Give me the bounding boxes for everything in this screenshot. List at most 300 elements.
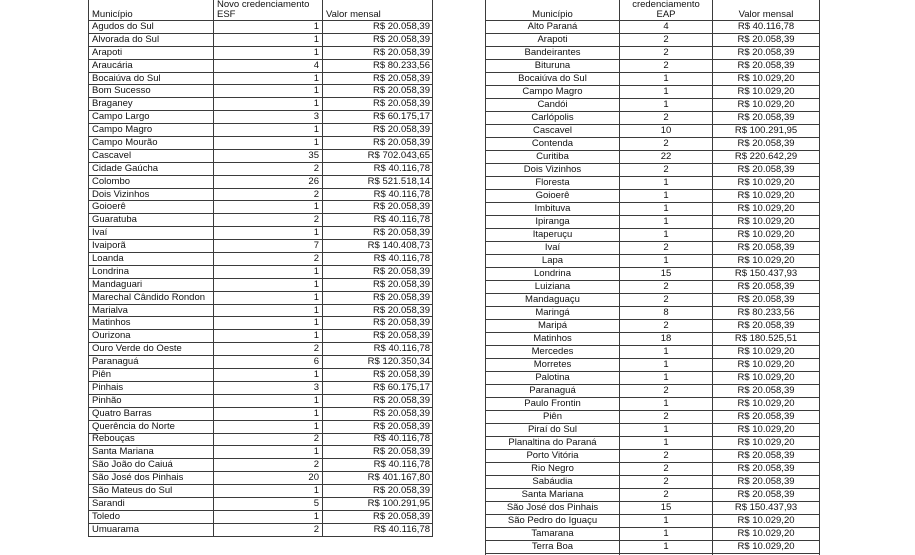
cell: R$ 20.058,39 [323,304,433,317]
cell: 1 [214,98,323,111]
table-row [89,59,433,72]
cell: R$ 20.058,39 [713,34,820,47]
table-row [89,201,433,214]
table-row [89,381,433,394]
cell: 1 [214,330,323,343]
cell: R$ 20.058,39 [323,446,433,459]
table-row [89,175,433,188]
esf-table-body [89,21,433,537]
cell: Arapoti [486,34,620,47]
cell: 1 [214,72,323,85]
table-row [89,46,433,59]
cell: Cidade Gaúcha [89,162,214,175]
cell: R$ 20.058,39 [323,98,433,111]
header-line-2: ESF [217,8,236,20]
cell: 2 [214,162,323,175]
cell: R$ 20.058,39 [323,124,433,137]
cell: R$ 20.058,39 [323,291,433,304]
cell: R$ 20.058,39 [323,369,433,382]
cell: Bom Sucesso [89,85,214,98]
cell: 2 [214,214,323,227]
cell: 1 [214,265,323,278]
table-row [89,433,433,446]
cell: R$ 20.058,39 [323,420,433,433]
cell: R$ 20.058,39 [323,317,433,330]
table-row [89,317,433,330]
cell: R$ 10.029,20 [713,424,820,437]
cell: Pinhais [89,381,214,394]
cell: Mandaguaçu [486,294,620,307]
cell: Guaratuba [89,214,214,227]
cell: 20 [214,472,323,485]
cell: Bituruna [486,60,620,73]
cell: R$ 20.058,39 [323,407,433,420]
cell: 2 [620,450,713,463]
cell: Bocaiúva do Sul [486,73,620,86]
cell: R$ 20.058,39 [323,485,433,498]
table-row [486,385,820,398]
cell: Umuarama [89,523,214,536]
table-row [89,369,433,382]
cell: R$ 20.058,39 [713,47,820,60]
table-row [486,47,820,60]
cell: R$ 10.029,20 [713,541,820,554]
cell: 1 [214,21,323,34]
cell: R$ 20.058,39 [713,450,820,463]
cell: Colombo [89,175,214,188]
cell: Tamarana [486,528,620,541]
table-row [486,463,820,476]
table-row [486,125,820,138]
cell: R$ 20.058,39 [323,330,433,343]
cell: 2 [620,47,713,60]
cell: 1 [620,528,713,541]
table-row [89,214,433,227]
cell: 1 [214,291,323,304]
cell: R$ 20.058,39 [323,21,433,34]
cell: Alvorada do Sul [89,33,214,46]
cell: Loanda [89,253,214,266]
cell: R$ 100.291,95 [323,497,433,510]
cell: Agudos do Sul [89,21,214,34]
cell: 1 [214,33,323,46]
cell: 1 [214,46,323,59]
cell: Araucária [89,59,214,72]
cell: Londrina [89,265,214,278]
cell: Matinhos [486,333,620,346]
cell: Floresta [486,177,620,190]
table-row [89,459,433,472]
cell: 6 [214,356,323,369]
cell: 1 [214,407,323,420]
cell: Goioerê [89,201,214,214]
cell: R$ 140.408,73 [323,240,433,253]
table-row [486,86,820,99]
header-line-1: credenciamento [632,0,700,10]
table-row [486,21,820,34]
cell: R$ 10.029,20 [713,255,820,268]
table-row [486,73,820,86]
table-row [486,99,820,112]
table-row [89,523,433,536]
cell: 1 [214,227,323,240]
cell: R$ 20.058,39 [713,60,820,73]
table-row [486,190,820,203]
cell: Pinhão [89,394,214,407]
table-row [89,278,433,291]
cell: 2 [620,385,713,398]
cell: R$ 40.116,78 [323,253,433,266]
cell: Candói [486,99,620,112]
table-row [486,216,820,229]
table-row [89,137,433,150]
cell: R$ 60.175,17 [323,381,433,394]
cell: R$ 10.029,20 [713,359,820,372]
cell: R$ 40.116,78 [323,433,433,446]
cell: Marechal Cândido Rondon [89,291,214,304]
cell: 2 [214,188,323,201]
cell: Itaperuçu [486,229,620,242]
cell: R$ 10.029,20 [713,346,820,359]
cell: 1 [214,510,323,523]
cell: Maringá [486,307,620,320]
cell: Bocaiúva do Sul [89,72,214,85]
cell: Paranaguá [89,356,214,369]
cell: Querência do Norte [89,420,214,433]
cell: Rebouças [89,433,214,446]
cell: R$ 10.029,20 [713,515,820,528]
cell: 1 [620,437,713,450]
cell: Campo Mourão [89,137,214,150]
table-row [486,541,820,554]
cell: R$ 20.058,39 [713,294,820,307]
table-row [89,304,433,317]
header-line-2: EAP [656,8,676,20]
cell: 7 [214,240,323,253]
cell: R$ 10.029,20 [713,229,820,242]
cell: R$ 10.029,20 [713,216,820,229]
cell: Carlópolis [486,112,620,125]
col-header-valor-mensal: Valor mensal [323,0,433,21]
cell: R$ 120.350,34 [323,356,433,369]
col-header-credenciamento-eap [620,0,713,21]
cell: R$ 60.175,17 [323,111,433,124]
cell: 1 [214,317,323,330]
cell: 1 [214,85,323,98]
table-row [486,203,820,216]
cell: Goioerê [486,190,620,203]
cell: 3 [214,381,323,394]
cell: Cascavel [486,125,620,138]
cell: 2 [620,34,713,47]
cell: R$ 220.642,29 [713,151,820,164]
cell: 1 [620,372,713,385]
cell: R$ 401.167,80 [323,472,433,485]
cell: Planaltina do Paraná [486,437,620,450]
cell: R$ 20.058,39 [323,137,433,150]
cell: Mercedes [486,346,620,359]
cell: 1 [214,201,323,214]
table-row [89,111,433,124]
cell: Luiziana [486,281,620,294]
cell: Cascavel [89,149,214,162]
cell: R$ 20.058,39 [713,242,820,255]
cell: 2 [620,138,713,151]
cell: R$ 20.058,39 [713,385,820,398]
cell: Morretes [486,359,620,372]
table-row [89,98,433,111]
cell: R$ 150.437,93 [713,268,820,281]
table-row [89,149,433,162]
cell: 2 [214,343,323,356]
cell: 2 [214,253,323,266]
cell: 1 [620,99,713,112]
cell: R$ 100.291,95 [713,125,820,138]
cell: R$ 20.058,39 [713,489,820,502]
cell: R$ 20.058,39 [323,85,433,98]
cell: 2 [214,459,323,472]
cell: R$ 20.058,39 [323,33,433,46]
cell: R$ 80.233,56 [323,59,433,72]
table-row [486,138,820,151]
cell: Ivaiporã [89,240,214,253]
table-row [486,398,820,411]
cell: Dois Vizinhos [486,164,620,177]
table-row [89,162,433,175]
cell: 2 [214,523,323,536]
cell: R$ 40.116,78 [323,459,433,472]
cell: Ipiranga [486,216,620,229]
cell: R$ 20.058,39 [323,278,433,291]
cell: 1 [214,394,323,407]
cell: Terra Boa [486,541,620,554]
cell: 10 [620,125,713,138]
header-row [89,0,433,21]
table-row [486,424,820,437]
cell: 8 [620,307,713,320]
table-row [486,60,820,73]
table-row [486,515,820,528]
cell: Palotina [486,372,620,385]
cell: 1 [620,203,713,216]
cell: R$ 20.058,39 [713,112,820,125]
table-row [486,255,820,268]
cell: 1 [620,73,713,86]
cell: 5 [214,497,323,510]
cell: Piên [486,411,620,424]
cell: Lapa [486,255,620,268]
cell: R$ 40.116,78 [323,188,433,201]
table-row [89,21,433,34]
table-row [486,489,820,502]
cell: Paulo Frontin [486,398,620,411]
cell: 1 [620,216,713,229]
cell: R$ 40.116,78 [323,214,433,227]
cell: Mandaguari [89,278,214,291]
table-row [89,265,433,278]
table-row [486,502,820,515]
table-row [89,446,433,459]
cell: 22 [620,151,713,164]
cell: R$ 20.058,39 [713,138,820,151]
table-row [486,34,820,47]
table-row [89,407,433,420]
table-row [486,281,820,294]
cell: Campo Magro [486,86,620,99]
table-row [486,112,820,125]
cell: R$ 40.116,78 [323,523,433,536]
table-row [486,476,820,489]
col-header-valor-mensal: Valor mensal [713,0,820,21]
cell: Marialva [89,304,214,317]
cell: Braganey [89,98,214,111]
cell: Santa Mariana [89,446,214,459]
cell: 2 [620,112,713,125]
cell: R$ 20.058,39 [323,227,433,240]
cell: Matinhos [89,317,214,330]
cell: 15 [620,268,713,281]
header-row [486,0,820,21]
table-row [89,394,433,407]
table-row [486,346,820,359]
cell: Toledo [89,510,214,523]
table-row [89,253,433,266]
cell: Santa Mariana [486,489,620,502]
table-row [89,240,433,253]
table-row [486,177,820,190]
cell: Arapoti [89,46,214,59]
cell: R$ 20.058,39 [323,201,433,214]
table-row [89,343,433,356]
cell: 2 [214,433,323,446]
cell: Piên [89,369,214,382]
cell: Alto Paraná [486,21,620,34]
cell: Rio Negro [486,463,620,476]
cell: R$ 10.029,20 [713,86,820,99]
cell: Ouro Verde do Oeste [89,343,214,356]
table-row [89,420,433,433]
table-row [486,437,820,450]
cell: Londrina [486,268,620,281]
table-row [89,356,433,369]
cell: 4 [214,59,323,72]
table-row [89,291,433,304]
cell: 1 [214,124,323,137]
table-row [486,151,820,164]
cell: R$ 10.029,20 [713,528,820,541]
col-header-municipio: Município [486,0,620,21]
cell: R$ 20.058,39 [713,320,820,333]
cell: 2 [620,320,713,333]
cell: R$ 20.058,39 [713,164,820,177]
table-row [89,33,433,46]
cell: R$ 40.116,78 [323,343,433,356]
cell: 2 [620,164,713,177]
cell: 1 [214,485,323,498]
col-header-municipio: Município [89,0,214,21]
cell: R$ 10.029,20 [713,437,820,450]
cell: Dois Vizinhos [89,188,214,201]
cell: 1 [214,278,323,291]
cell: 35 [214,149,323,162]
cell: R$ 40.116,78 [713,21,820,34]
esf-table-header [89,0,433,21]
cell: 1 [620,359,713,372]
table-row [89,497,433,510]
cell: 1 [214,446,323,459]
cell: 2 [620,242,713,255]
cell: Ivaí [89,227,214,240]
col-header-novo-credenciamento-esf [214,0,323,21]
cell: R$ 20.058,39 [713,476,820,489]
cell: São Mateus do Sul [89,485,214,498]
table-row [486,164,820,177]
cell: 1 [620,190,713,203]
cell: Porto Vitória [486,450,620,463]
cell: Campo Largo [89,111,214,124]
cell: 1 [620,541,713,554]
cell: R$ 20.058,39 [713,411,820,424]
table-row [89,227,433,240]
cell: R$ 10.029,20 [713,203,820,216]
cell: 15 [620,502,713,515]
table-row [89,124,433,137]
cell: 26 [214,175,323,188]
cell: 1 [214,420,323,433]
eap-credenciamento-table [485,0,820,555]
cell: Maripá [486,320,620,333]
cell: 1 [214,369,323,382]
cell: São José dos Pinhais [486,502,620,515]
header-line-1: Novo credenciamento [217,0,310,10]
table-row [486,268,820,281]
table-row [89,510,433,523]
cell: R$ 40.116,78 [323,162,433,175]
table-row [486,411,820,424]
table-row [89,85,433,98]
cell: 18 [620,333,713,346]
table-row [486,450,820,463]
cell: 1 [620,346,713,359]
cell: 1 [620,177,713,190]
cell: 4 [620,21,713,34]
cell: R$ 180.525,51 [713,333,820,346]
cell: 2 [620,294,713,307]
cell: R$ 10.029,20 [713,372,820,385]
cell: São José dos Pinhais [89,472,214,485]
cell: Quatro Barras [89,407,214,420]
cell: 2 [620,489,713,502]
cell: Imbituva [486,203,620,216]
cell: R$ 20.058,39 [323,265,433,278]
cell: 2 [620,463,713,476]
table-row [486,320,820,333]
cell: R$ 20.058,39 [323,394,433,407]
cell: 2 [620,476,713,489]
table-row [486,528,820,541]
table-row [486,359,820,372]
cell: 2 [620,60,713,73]
cell: 1 [214,137,323,150]
cell: Sabáudia [486,476,620,489]
eap-table-body [486,21,820,555]
cell: Bandeirantes [486,47,620,60]
table-row [486,307,820,320]
cell: R$ 20.058,39 [713,463,820,476]
cell: R$ 10.029,20 [713,177,820,190]
table-row [89,330,433,343]
table-row [486,372,820,385]
